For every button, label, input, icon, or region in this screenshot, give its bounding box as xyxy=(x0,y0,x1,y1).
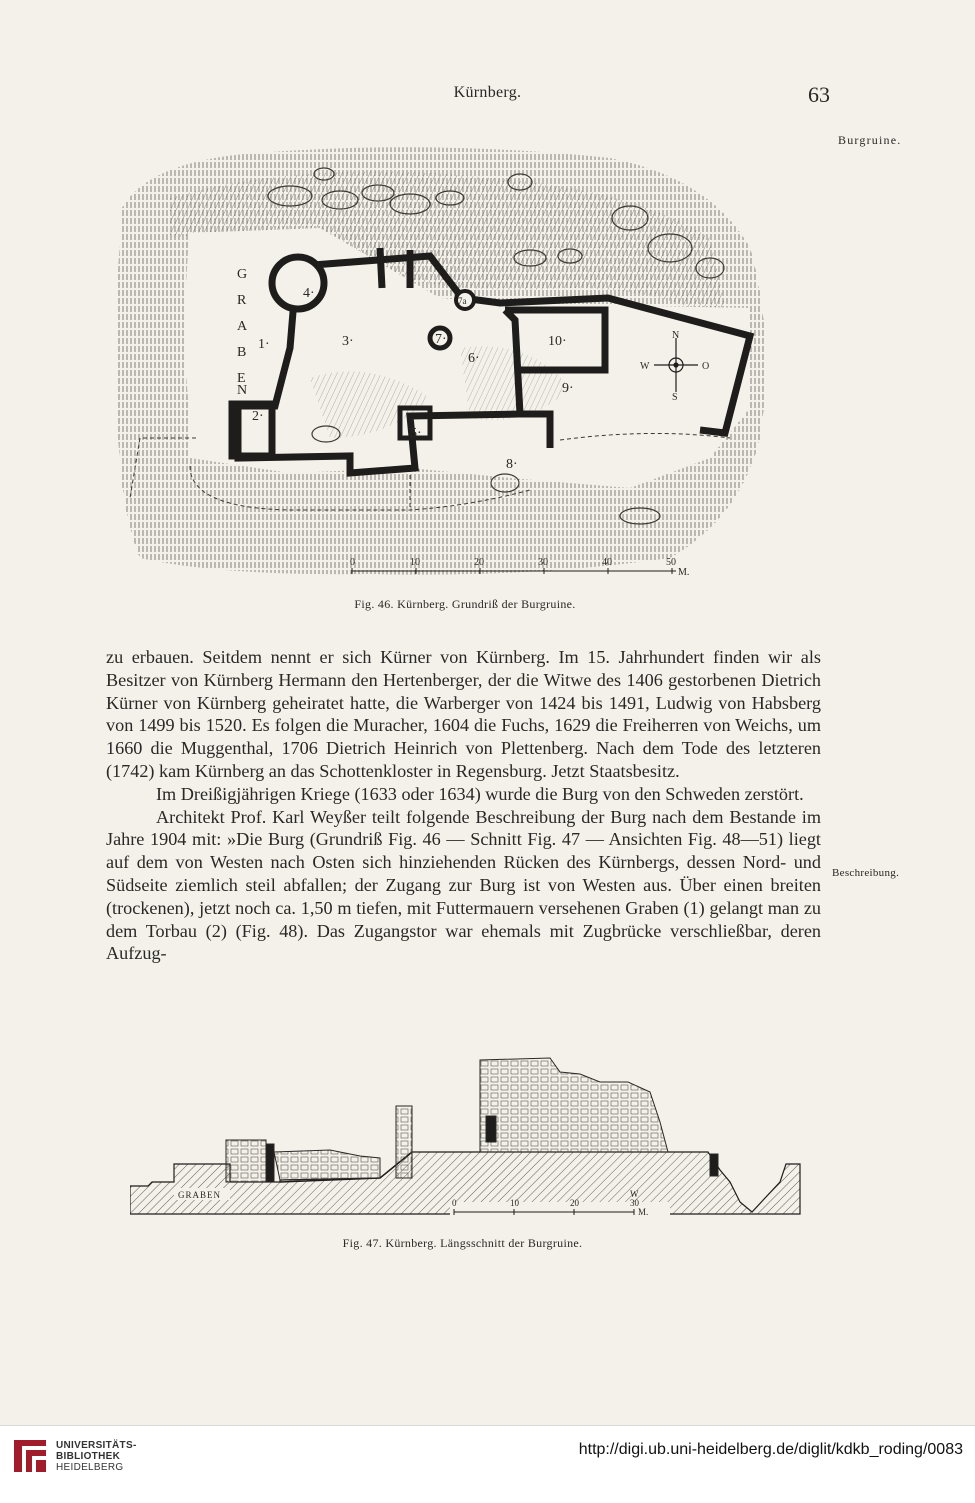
paragraph-3: Architekt Prof. Karl Weyßer teilt folgende Beschreibung der Burg nach dem Bestande im Jahre 1904 mit: »Die Burg (Grundriß Fig. 46 — Schnitt Fig. 47 — Ansichten Fig. 48—51) liegt auf dem von Westen nach Osten sich hinziehenden Rücken des Kürnbergs, dessen Nord- und Südseite ziemlich steil abfallen; der Zugang zur Burg ist von Westen aus. Über einen breiten (trockenen), jetzt noch ca. 1,50 m tiefen, mit Futtermauern versehenen Graben (1) gelangt man zu dem Torbau (2) (Fig. 48). Das Zugangstor war ehemals mit Zugbrücke verschließbar, deren Aufzug- xyxy=(106,806,821,964)
label-room-8: 8· xyxy=(506,457,518,472)
scale-tick-50: 50 xyxy=(666,557,676,568)
section-scale-w: W xyxy=(630,1189,639,1199)
label-room-7a: 7a xyxy=(458,296,467,306)
label-room-5: 5· xyxy=(410,426,422,441)
scale-tick-20: 20 xyxy=(474,557,484,568)
library-logo-text xyxy=(56,1440,137,1473)
label-room-4: 4· xyxy=(303,286,315,301)
scale-unit: M. xyxy=(678,567,690,578)
graben-letter-b: B xyxy=(237,345,247,360)
compass-s: S xyxy=(672,392,678,403)
section-graben-label: GRABEN xyxy=(178,1190,222,1200)
figure-47-section xyxy=(130,1052,810,1224)
label-room-3: 3· xyxy=(342,334,354,349)
figure-46-floor-plan xyxy=(110,138,780,580)
compass-o: O xyxy=(702,361,710,372)
scale-tick-10: 10 xyxy=(410,557,420,568)
graben-letter-a: A xyxy=(237,319,248,334)
round-tower-4 xyxy=(272,257,324,309)
scale-tick-30: 30 xyxy=(538,557,548,568)
graben-letter-e: E xyxy=(237,371,246,386)
label-room-1: 1· xyxy=(258,337,270,352)
scale-tick-0: 0 xyxy=(350,557,355,568)
scale-tick-40: 40 xyxy=(602,557,612,568)
paragraph-1: zu erbauen. Seitdem nennt er sich Kürner von Kürnberg. Im 15. Jahrhundert finden wir als Besitzer von Kürnberg Hermann den Hertenberger, der die Witwe des 1406 gestorbenen Dietrich Kürner von Kürnberg geheiratet hatte, die Warberger von 1424 bis 1491, Ludwig von Habsberg von 1499 bis 1520. Es folgen die Muracher, 1604 die Fuchs, 1629 die Freiherren von Weichs, um 1660 die Muggenthal, 1706 Dietrich Heinrich von Plettenberg. Nach dem Tode des letzteren (1742) kam Kürnberg an das Schottenkloster in Regensburg. Jetzt Staatsbesitz. xyxy=(106,647,821,781)
graben-letter-n: N xyxy=(237,383,248,398)
library-logo-icon xyxy=(10,1436,50,1476)
section-scale-unit: M. xyxy=(638,1207,649,1217)
figure-46-caption: Fig. 46. Kürnberg. Grundriß der Burgruine. xyxy=(354,597,576,611)
margin-note-beschreibung: Beschreibung. xyxy=(832,867,900,879)
figure-47-caption: Fig. 47. Kürnberg. Längsschnitt der Burgruine. xyxy=(342,1236,583,1250)
label-room-9: 9· xyxy=(562,381,574,396)
footer-bar xyxy=(0,1425,975,1503)
section-scale-0: 0 xyxy=(452,1198,457,1208)
compass-n: N xyxy=(672,330,680,341)
paragraph-2: Im Dreißigjährigen Kriege (1633 oder 1634) wurde die Burg von den Schweden zerstört. xyxy=(156,783,804,804)
label-room-7: 7· xyxy=(435,332,447,347)
compass-w: W xyxy=(640,361,650,372)
logo-line-1: UNIVERSITÄTS- xyxy=(56,1440,137,1451)
logo-line-2: BIBLIOTHEK xyxy=(56,1451,121,1462)
margin-note-burgruine: Burgruine. xyxy=(838,133,902,147)
section-scale-10: 10 xyxy=(510,1198,519,1208)
body-text xyxy=(106,646,821,965)
label-room-6: 6· xyxy=(468,351,480,366)
section-scale-20: 20 xyxy=(570,1198,579,1208)
logo-line-3: HEIDELBERG xyxy=(56,1462,124,1473)
label-room-10: 10· xyxy=(548,334,567,349)
section-scale-30: 30 xyxy=(630,1198,639,1208)
graben-letter-g: G xyxy=(237,267,248,282)
label-room-2: 2· xyxy=(252,409,264,424)
page-number: 63 xyxy=(808,82,830,107)
running-title: Kürnberg. xyxy=(453,84,522,101)
graben-letter-r: R xyxy=(237,293,247,308)
source-url[interactable]: http://digi.ub.uni-heidelberg.de/diglit/kdkb_roding/0083 xyxy=(578,1441,963,1458)
